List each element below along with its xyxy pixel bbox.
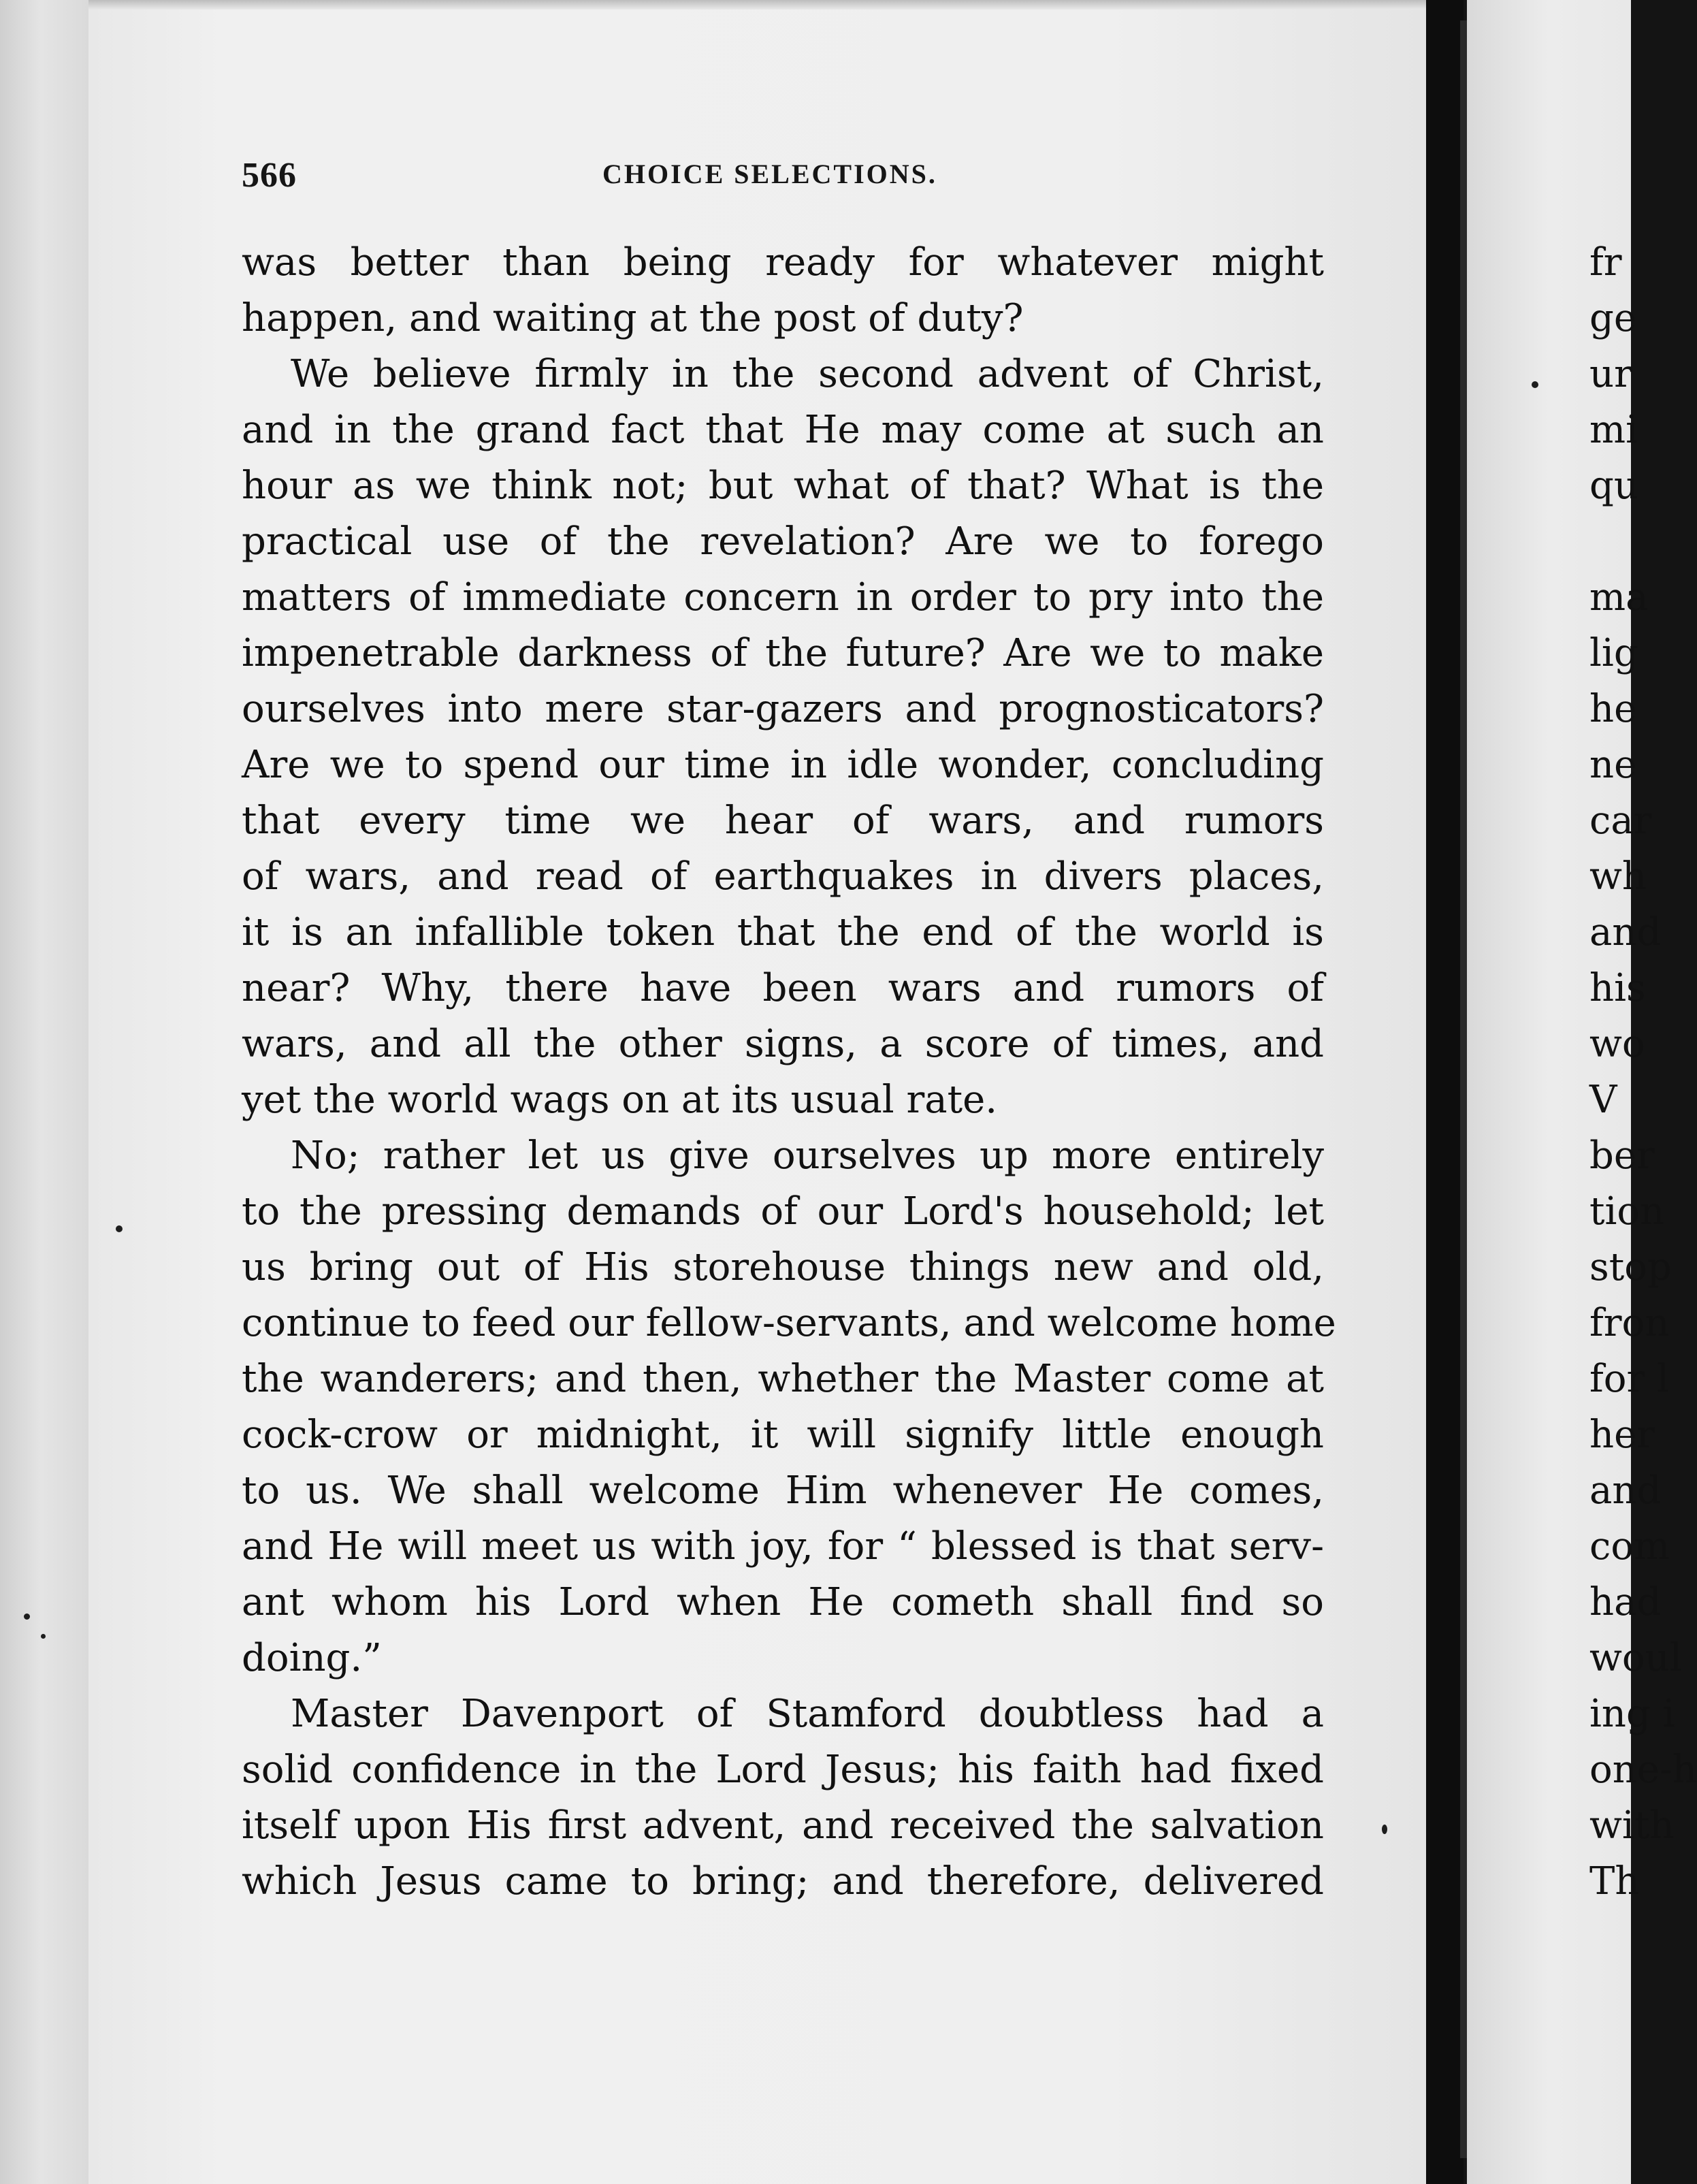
fragment-line: he: [1589, 687, 1637, 731]
fragment-line: had: [1589, 1580, 1662, 1624]
text-line: which Jesus came to bring; and therefore, delivered: [242, 1859, 1324, 1904]
text-line: the wanderers; and then, whether the Master come at: [242, 1357, 1324, 1401]
running-title: CHOICE SELECTIONS.: [602, 159, 937, 189]
page-header: [242, 155, 1324, 210]
text-line: yet the world wags on at its usual rate.: [242, 1078, 998, 1122]
text-line: practical use of the revelation? Are we to forego: [242, 519, 1324, 564]
text-line: and He will meet us with joy, for “ blessed is that serv-: [242, 1524, 1324, 1569]
fragment-line: ur: [1589, 352, 1632, 396]
text-line: and in the grand fact that He may come at such an: [242, 408, 1324, 452]
fragment-line: V: [1589, 1078, 1617, 1122]
fragment-line: ing i: [1589, 1692, 1675, 1736]
fragment-line: for l: [1589, 1357, 1669, 1401]
text-line: cock-crow or midnight, it will signify little enough: [242, 1413, 1324, 1457]
text-line: Are we to spend our time in idle wonder, concluding: [242, 743, 1324, 787]
text-line: ourselves into mere star-gazers and prognosticators?: [242, 687, 1324, 731]
fragment-line: ge: [1589, 296, 1636, 340]
text-line: happen, and waiting at the post of duty?: [242, 296, 1024, 340]
ink-speck: [1382, 1825, 1387, 1834]
text-line: us bring out of His storehouse things new and old,: [242, 1245, 1324, 1289]
text-line: ant whom his Lord when He cometh shall find so: [242, 1580, 1324, 1624]
fragment-line: woul: [1589, 1636, 1682, 1680]
text-line: continue to feed our fellow-servants, and welcome home: [242, 1301, 1336, 1345]
right-page-text-fragments: [1589, 235, 1697, 1910]
text-line: hour as we think not; but what of that? What is the: [242, 464, 1324, 508]
ink-speck: [1532, 381, 1538, 388]
fragment-line: wo: [1589, 1022, 1645, 1066]
fragment-line: her: [1589, 1413, 1655, 1457]
ink-speck: [24, 1613, 30, 1620]
fragment-line: [1589, 514, 1631, 570]
left-margin-edge: [0, 0, 88, 2184]
fragment-line: his: [1589, 966, 1646, 1010]
text-line: itself upon His first advent, and received the salvation: [242, 1803, 1324, 1848]
text-line: to us. We shall welcome Him whenever He comes,: [242, 1468, 1324, 1513]
ink-speck: [41, 1634, 46, 1639]
text-line: of wars, and read of earthquakes in divers places,: [242, 854, 1324, 899]
text-line: it is an infallible token that the end of the world is: [242, 910, 1324, 954]
text-line: to the pressing demands of our Lord's household; let: [242, 1189, 1324, 1234]
text-line: that every time we hear of wars, and rumors: [242, 799, 1324, 843]
fragment-line: qu: [1589, 464, 1638, 508]
gutter-line: [1460, 20, 1467, 2158]
fragment-line: mi: [1589, 408, 1638, 452]
fragment-line: with: [1589, 1803, 1675, 1848]
text-line: was better than being ready for whatever might: [242, 240, 1324, 285]
fragment-line: fr: [1589, 240, 1622, 285]
text-line: Master Davenport of Stamford doubtless had a: [291, 1692, 1324, 1736]
text-line: solid confidence in the Lord Jesus; his faith had fixed: [242, 1748, 1324, 1792]
fragment-line: stop: [1589, 1245, 1672, 1289]
fragment-line: Th: [1589, 1859, 1640, 1904]
fragment-line: com: [1589, 1524, 1670, 1569]
fragment-line: one-h: [1589, 1748, 1697, 1792]
fragment-line: wh: [1589, 854, 1647, 899]
page-top-edge: [88, 0, 1429, 10]
text-line: near? Why, there have been wars and rumors of: [242, 966, 1324, 1010]
fragment-line: ber: [1589, 1134, 1655, 1178]
text-line: matters of immediate concern in order to pry into the: [242, 575, 1324, 620]
fragment-line: car: [1589, 799, 1652, 843]
fragment-line: ma: [1589, 575, 1649, 620]
body-text: [242, 235, 1336, 1910]
text-line: impenetrable darkness of the future? Are we to make: [242, 631, 1324, 675]
fragment-line: tion: [1589, 1189, 1665, 1234]
text-line: No; rather let us give ourselves up more entirely: [291, 1134, 1324, 1178]
text-line: wars, and all the other signs, a score of times, and: [242, 1022, 1324, 1066]
text-line: doing.”: [242, 1636, 382, 1680]
text-line: We believe firmly in the second advent of Christ,: [291, 352, 1324, 396]
fragment-line: ne: [1589, 743, 1637, 787]
fragment-line: fron: [1589, 1301, 1670, 1345]
fragment-line: and: [1589, 910, 1662, 954]
fragment-line: lig: [1589, 631, 1638, 675]
ink-speck: [116, 1225, 123, 1232]
book-gutter: [1426, 0, 1464, 2184]
page-number: 566: [242, 156, 297, 195]
fragment-line: and: [1589, 1468, 1662, 1513]
